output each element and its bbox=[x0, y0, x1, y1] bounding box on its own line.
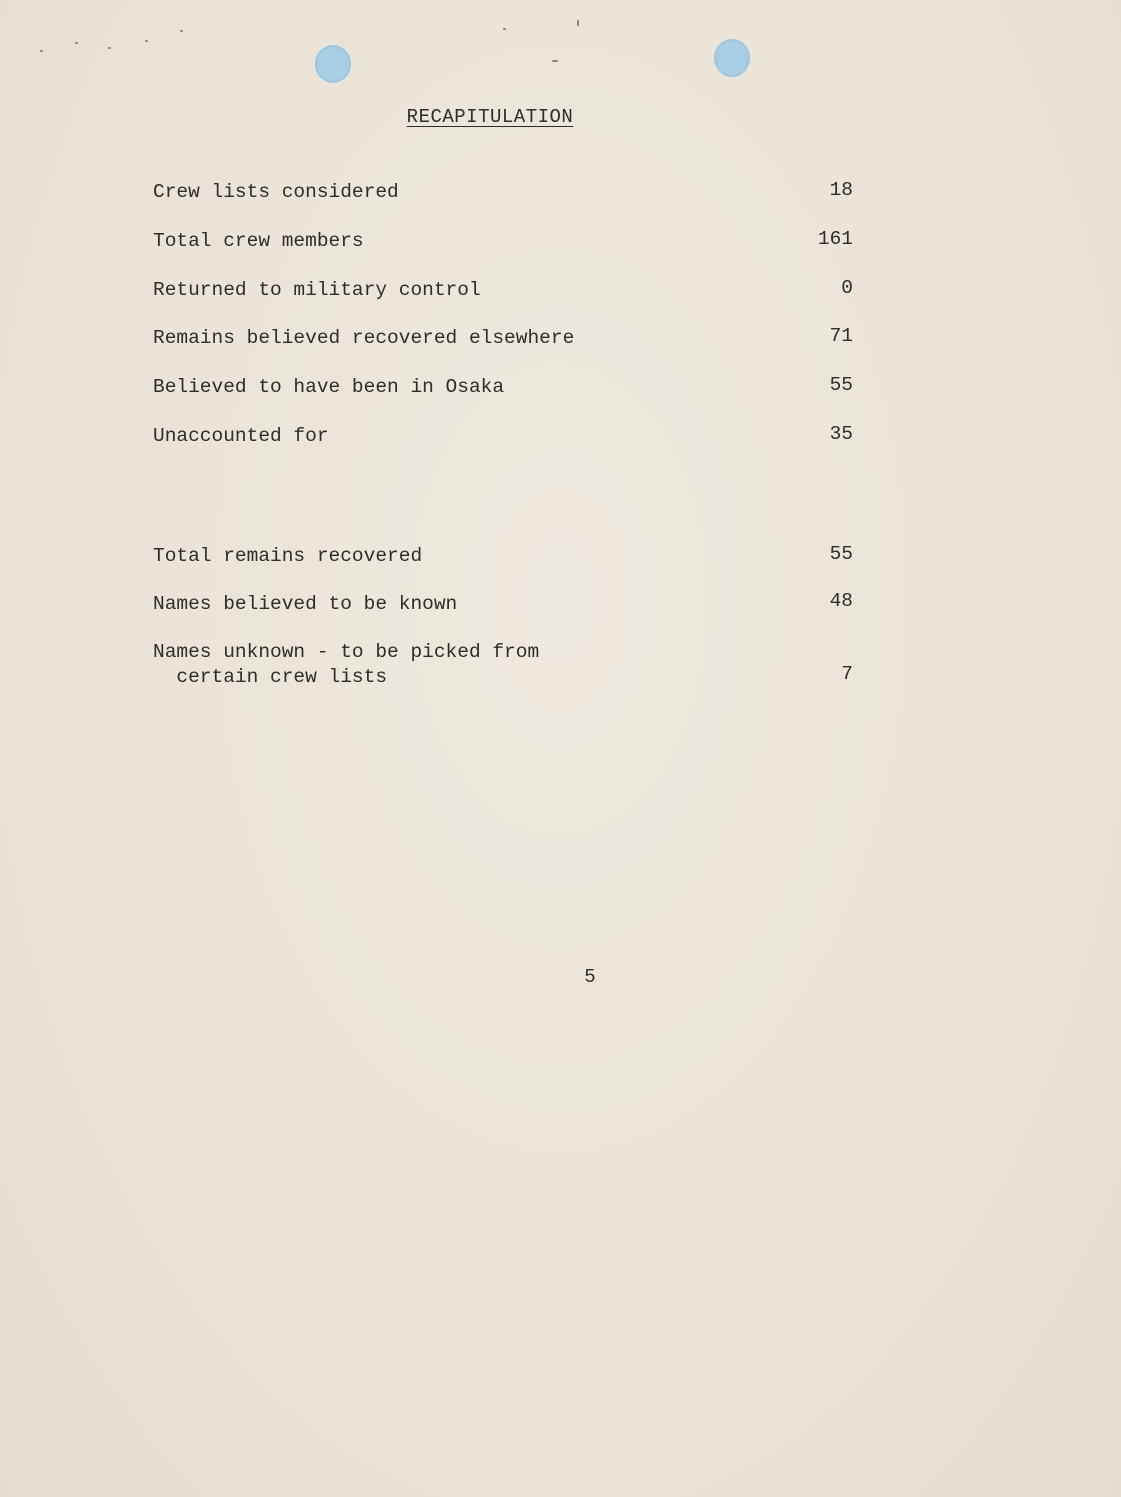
paper-speck bbox=[180, 30, 183, 32]
paper-speck bbox=[145, 40, 148, 42]
page-number: 5 bbox=[584, 966, 596, 988]
page-title: RECAPITULATION bbox=[406, 106, 574, 128]
paper-speck bbox=[552, 60, 558, 62]
row-label-total-crew: Total crew members bbox=[153, 230, 364, 252]
punch-hole-right bbox=[714, 39, 750, 77]
row-value-osaka: 55 bbox=[829, 374, 853, 396]
row-label-recovered-elsewhere: Remains believed recovered elsewhere bbox=[153, 327, 575, 349]
paper-speck bbox=[577, 20, 579, 26]
row-value-total-remains: 55 bbox=[829, 543, 853, 565]
row-value-returned: 0 bbox=[841, 277, 853, 299]
row-value-total-crew: 161 bbox=[817, 228, 853, 250]
paper-speck bbox=[40, 50, 43, 52]
punch-hole-left bbox=[315, 45, 351, 83]
row-value-crew-lists: 18 bbox=[829, 179, 853, 201]
row-value-names-known: 48 bbox=[829, 590, 853, 612]
row-value-unaccounted: 35 bbox=[829, 423, 853, 445]
row-label-total-remains: Total remains recovered bbox=[153, 545, 423, 567]
row-value-recovered-elsewhere: 71 bbox=[829, 325, 853, 347]
row-label-returned: Returned to military control bbox=[153, 279, 481, 301]
row-label-osaka: Believed to have been in Osaka bbox=[153, 376, 505, 398]
row-label-unaccounted: Unaccounted for bbox=[153, 425, 329, 447]
paper-speck bbox=[75, 42, 78, 44]
row-value-names-unknown: 7 bbox=[841, 663, 853, 685]
row-label-crew-lists: Crew lists considered bbox=[153, 181, 399, 203]
paper-speck bbox=[503, 28, 506, 30]
row-label-names-unknown: Names unknown - to be picked from certain crew lists bbox=[153, 641, 540, 688]
row-label-names-known: Names believed to be known bbox=[153, 593, 458, 615]
paper-speck bbox=[108, 47, 111, 49]
